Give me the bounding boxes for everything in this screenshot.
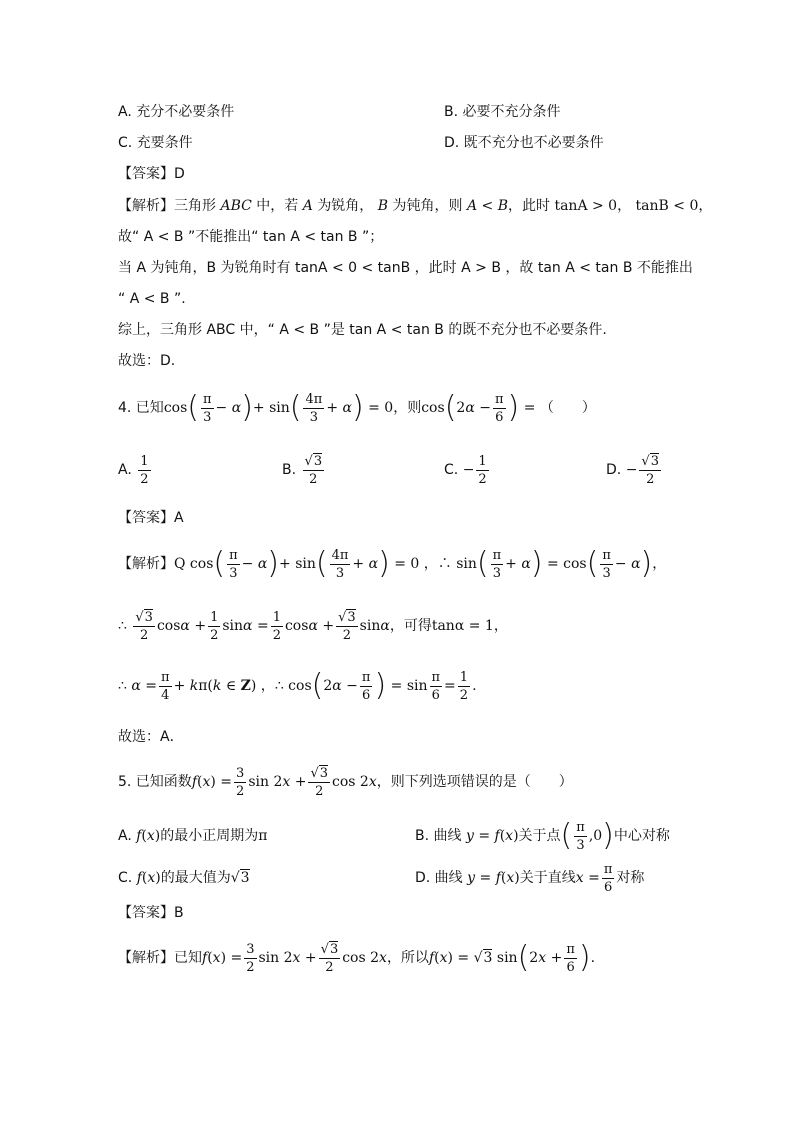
q5-analysis-line-1: 【解析】已知f(x) = $\frac{3}{2}$ sin 2x + $\frac{√3}{2}$ cos 2x，所以f(x) = √3 sin(2x + $\frac{\pi}{6}$ ). (118, 940, 596, 975)
q5-analysis-label: 【解析】 (118, 950, 174, 966)
q4-analysis-can-get: ，可得 (389, 618, 432, 634)
q3-analysis-line-1 (118, 196, 712, 216)
q5-option-b: B. 曲线 y = f(x)关于点( $\frac{\pi}{3}$ ,0)中心对称 (415, 818, 670, 853)
q5-option-b-label: B. 曲线 (415, 828, 462, 844)
q4-option-c-label: C. (444, 462, 459, 478)
q3-option-c: C. 充要条件 (118, 135, 193, 151)
q3-option-d: D. 既不充分也不必要条件 (444, 135, 604, 151)
q3-l1a: 三角形 (174, 198, 216, 214)
q5-option-b-text1: 关于点 (518, 828, 561, 844)
q4-option-a-label: A. (118, 462, 132, 478)
q5-option-a-val: π (258, 828, 268, 844)
q3-l1j: tanA > 0 (554, 198, 618, 214)
q3-l1e: 为锐角， (317, 198, 374, 214)
q3-l1m: ， (698, 198, 713, 214)
q5-option-c: C. f(x)的最大值为√3 (118, 870, 250, 886)
q4-option-d-label: D. (606, 462, 622, 478)
q5-option-c-text: 的最大值为 (160, 870, 231, 886)
q4-stem-suffix: （ ） (539, 400, 596, 416)
q3-l1b: ABC (220, 198, 252, 214)
q3-l1f: B (377, 198, 389, 214)
q3-analysis-line-2: 故“ A < B ”不能推出“ tan A < tan B ”； (118, 229, 384, 245)
q5-option-a: A. f(x)的最小正周期为π (118, 828, 268, 844)
q3-analysis-line-3: 当 A 为钝角，B 为锐角时有 tanA < 0 < tanB ，此时 A > B ，故 tan A < tan B 不能推出 (118, 260, 693, 276)
q5-option-d-text2: 对称 (616, 870, 645, 886)
q5-option-d-label: D. 曲线 (415, 870, 463, 886)
q4-stem-prefix: 4. 已知 (118, 400, 164, 416)
q3-l1l: tanB < 0 (635, 198, 699, 214)
q4-option-a: A. $\frac{1}{2}$ (118, 453, 149, 487)
q3-option-a: A. 充分不必要条件 (118, 104, 235, 120)
q4-answer: 【答案】A (118, 510, 184, 526)
q3-l1k: ， (617, 198, 632, 214)
q5-stem: 5. 已知函数f(x) = $\frac{3}{2}$ sin 2x + $\frac{√3}{2}$ cos 2x，则下列选项错误的是（ ） (118, 765, 573, 799)
q4-analysis-line-1: 【解析】Q cos( $\frac{\pi}{3}$ − α)+ sin( $\frac{4\pi}{3}$ + α) = 0 ，∴ sin( $\frac{\pi}{3}$ + α) = cos( $\frac{\pi}{3}$ − α)， (118, 546, 667, 581)
q3-analysis-line-5: 综上，三角形 ABC 中，“ A < B ”是 tan A < tan B 的既不充分也不必要条件. (118, 322, 607, 338)
q4-option-c: C. − $\frac{1}{2}$ (444, 453, 487, 487)
q4-tan-result: tanα = 1 (431, 618, 494, 634)
q4-analysis-label: 【解析】 (118, 556, 174, 572)
q4-option-b: B. $\frac{√3}{2}$ (282, 453, 323, 487)
q3-l1c: 中，若 (256, 198, 299, 214)
q5-analysis-text2: ，所以 (386, 950, 429, 966)
q3-l1i: ，此时 (508, 198, 550, 214)
q5-option-d-text1: 关于直线 (519, 870, 576, 886)
q5-option-d: D. 曲线 y = f(x)关于直线x = $\frac{\pi}{6}$ 对称 (415, 861, 645, 895)
q3-analysis-label: 【解析】 (118, 198, 174, 214)
q3-l1g: 为钝角，则 (392, 198, 463, 214)
q5-answer: 【答案】B (118, 905, 184, 921)
q5-option-a-text: 的最小正周期为 (160, 828, 259, 844)
q3-option-b: B. 必要不充分条件 (444, 104, 561, 120)
q5-stem-suffix: ，则下列选项错误的是（ ） (376, 774, 573, 790)
q4-stem-mid: ，则 (393, 400, 422, 416)
q5-analysis-text1: 已知 (174, 950, 202, 966)
q4-analysis-line-3: ∴ α = $\frac{\pi}{4}$ + kπ(k ∈ Z) ，∴ cos(2α − $\frac{\pi}{6}$ ) = sin $\frac{\pi}{6}$ = $\frac{1}{2}$ . (118, 668, 477, 703)
q4-conclusion: 故选：A． (118, 729, 184, 745)
q5-option-b-text2: 中心对称 (613, 828, 670, 844)
q3-l1h: A < B (466, 198, 508, 214)
q4-option-b-label: B. (282, 462, 297, 478)
q3-analysis-line-4: “ A < B ”. (118, 291, 186, 307)
q3-analysis-line-6: 故选：D. (118, 353, 176, 369)
q5-option-a-label: A. (118, 828, 132, 844)
q3-l1d: A (302, 198, 313, 214)
q4-stem: 4. 已知cos( $\frac{\pi}{3}$ − α)+ sin( $\frac{4\pi}{3}$ + α) = 0，则cos(2α − $\frac{\pi}{6}$ ) = （ ） (118, 390, 596, 425)
q5-stem-prefix: 5. 已知函数 (118, 774, 192, 790)
q3-answer: 【答案】D (118, 166, 185, 182)
q4-analysis-line-2: ∴ $\frac{√3}{2}$ cosα + $\frac{1}{2}$ sinα = $\frac{1}{2}$ cosα + $\frac{√3}{2}$ sinα，可得tanα = 1， (118, 609, 508, 643)
q4-option-d: D. − $\frac{√3}{2}$ (606, 453, 659, 487)
q5-option-c-label: C. (118, 870, 133, 886)
